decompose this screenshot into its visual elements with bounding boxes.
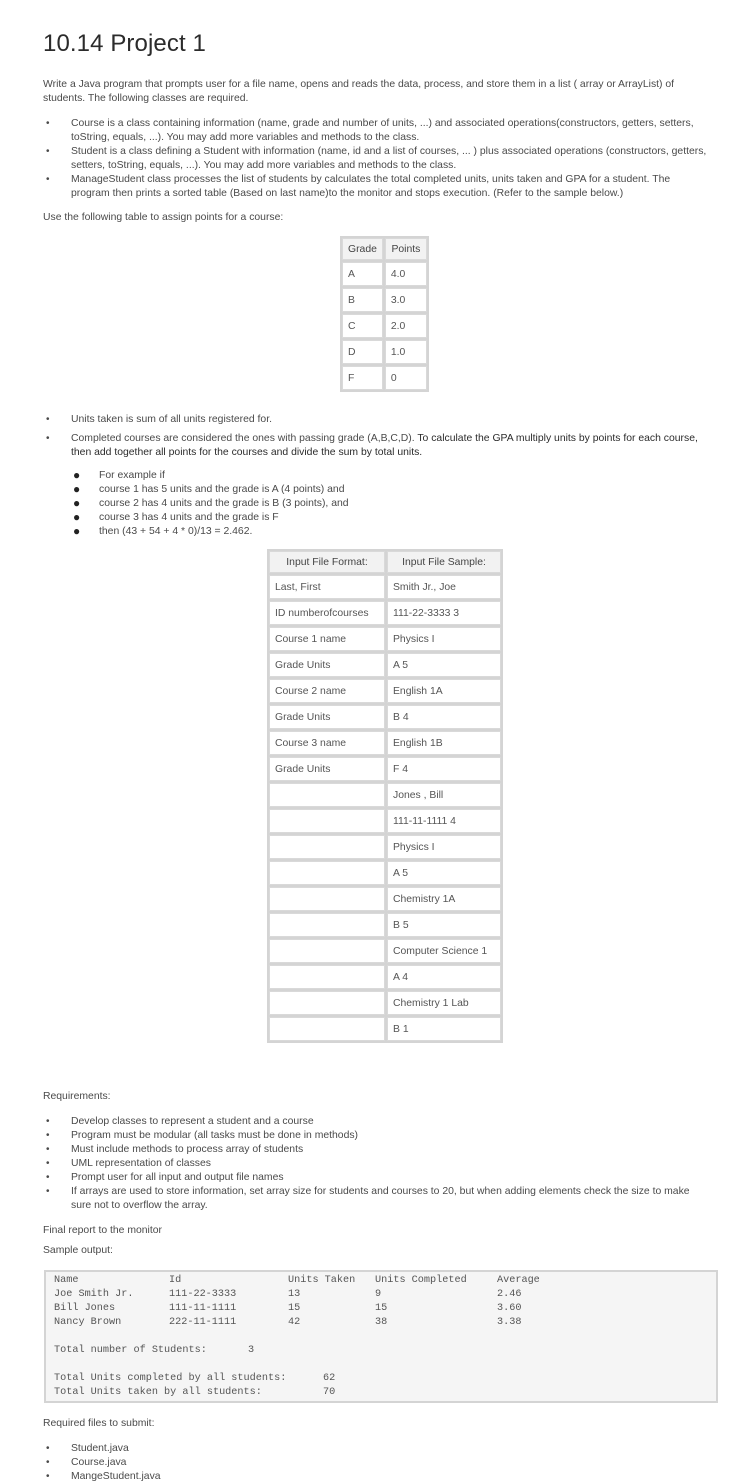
grade-header: Grade xyxy=(342,238,383,260)
points-header: Points xyxy=(385,238,427,260)
format-cell xyxy=(269,965,385,989)
format-cell: Course 3 name xyxy=(269,731,385,755)
sample-cell: B 1 xyxy=(387,1017,501,1041)
format-cell: Course 1 name xyxy=(269,627,385,651)
requirement-item: • If arrays are used to store information, set array size for students and courses to 20, but when adding elements check the size to make sure not to overflow the array. xyxy=(46,1186,690,1211)
class-item-manage-student: • ManageStudent class processes the list of students by calculates the total completed units, units taken and GPA for a student. The program then prints a sorted table (Based on last name)to the monitor and stops execution. (Refer to the sample below.) xyxy=(46,174,671,199)
grade-cell: F xyxy=(342,366,383,390)
bullet-icon: • xyxy=(46,414,50,425)
class-item-student: • Student is a class defining a Student with information (name, id and a list of courses, ... ) plus associated operations (constructors, getters, setters, toString, equals, ...). You may add more variables and methods to the class. xyxy=(46,146,707,171)
sample-cell: F 4 xyxy=(387,757,501,781)
table-row xyxy=(269,653,501,677)
bullet-icon: ● xyxy=(73,482,81,496)
grade-cell: D xyxy=(342,340,383,364)
sample-output-label: Sample output: xyxy=(43,1245,113,1256)
format-cell xyxy=(269,887,385,911)
bullet-icon: • xyxy=(46,1443,50,1454)
table-row xyxy=(269,809,501,833)
final-report-label: Final report to the monitor xyxy=(43,1225,162,1236)
total-taken-row: Total Units taken by all students: 70 xyxy=(54,1387,336,1398)
bullet-icon: • xyxy=(46,1144,50,1155)
rule-units-taken: • Units taken is sum of all units registered for. xyxy=(46,414,272,425)
output-row: Nancy Brown 222-11-1111 42 38 3.38 xyxy=(54,1317,522,1328)
table-row xyxy=(269,679,501,703)
requirement-item: • Program must be modular (all tasks must be done in methods) xyxy=(46,1130,359,1141)
requirement-item: • Must include methods to process array of students xyxy=(46,1144,304,1155)
intro-paragraph: Write a Java program that prompts user for a file name, opens and reads the data, process, and store them in a list ( array or ArrayList) of students. The following classes are required. xyxy=(43,79,675,104)
file-item: • Course.java xyxy=(46,1457,127,1468)
table-row xyxy=(269,991,501,1015)
sample-cell: 111-11-1111 4 xyxy=(387,809,501,833)
format-header: Input File Format: xyxy=(269,551,385,573)
output-row: Joe Smith Jr. 111-22-3333 13 9 2.46 xyxy=(54,1289,522,1300)
sample-cell: Computer Science 1 xyxy=(387,939,501,963)
class-item-course: • Course is a class containing information (name, grade and number of units, ...) and associated operations(constructors, getters, setters, toString, equals, ...). You may add more variables and methods to the class. xyxy=(46,118,694,143)
format-cell: ID numberofcourses xyxy=(269,601,385,625)
format-cell xyxy=(269,861,385,885)
example-line: ● course 3 has 4 units and the grade is F xyxy=(73,510,279,524)
bullet-icon: • xyxy=(46,1172,50,1183)
format-cell xyxy=(269,783,385,807)
sample-cell: A 4 xyxy=(387,965,501,989)
bullet-icon: • xyxy=(46,118,50,129)
file-item: • MangeStudent.java xyxy=(46,1471,161,1482)
format-cell: Last, First xyxy=(269,575,385,599)
files-label: Required files to submit: xyxy=(43,1418,155,1429)
points-cell: 0 xyxy=(385,366,427,390)
bullet-icon: • xyxy=(46,174,50,185)
sample-cell: B 5 xyxy=(387,913,501,937)
format-cell xyxy=(269,939,385,963)
table-row xyxy=(269,965,501,989)
bullet-icon: • xyxy=(46,1158,50,1169)
input-file-table xyxy=(267,549,503,1043)
sample-cell: Chemistry 1 Lab xyxy=(387,991,501,1015)
sample-cell: English 1B xyxy=(387,731,501,755)
grade-cell: C xyxy=(342,314,383,338)
sample-header: Input File Sample: xyxy=(387,551,501,573)
table-row xyxy=(269,601,501,625)
bullet-icon: • xyxy=(46,1116,50,1127)
sample-cell: Physics I xyxy=(387,835,501,859)
format-cell xyxy=(269,991,385,1015)
bullet-icon: • xyxy=(46,1130,50,1141)
bullet-icon: • xyxy=(46,1186,50,1197)
table-row xyxy=(269,627,501,651)
format-cell: Grade Units xyxy=(269,705,385,729)
bullet-icon: • xyxy=(46,1457,50,1468)
bullet-icon: ● xyxy=(73,524,81,538)
table-row xyxy=(269,783,501,807)
table-row xyxy=(269,731,501,755)
bullet-icon: ● xyxy=(73,496,81,510)
total-students-row: Total number of Students: 3 xyxy=(54,1345,255,1356)
points-intro: Use the following table to assign points for a course: xyxy=(43,212,284,223)
requirements-label: Requirements: xyxy=(43,1091,111,1102)
sample-cell: English 1A xyxy=(387,679,501,703)
table-row xyxy=(269,1017,501,1041)
sample-cell: Smith Jr., Joe xyxy=(387,575,501,599)
requirement-item: • Prompt user for all input and output file names xyxy=(46,1172,284,1183)
grade-points-table xyxy=(340,236,429,392)
page-title: 10.14 Project 1 xyxy=(43,30,206,57)
grade-cell: B xyxy=(342,288,383,312)
rule-completed-courses: • Completed courses are considered the ones with passing grade (A,B,C,D). To calculate the GPA multiply units by points for each course, then add together all points for the courses and divide the sum by total units. xyxy=(46,433,698,458)
format-cell xyxy=(269,809,385,833)
bullet-icon: ● xyxy=(73,468,81,482)
example-line: ● then (43 + 54 + 4 * 0)/13 = 2.462. xyxy=(73,524,253,538)
table-row xyxy=(269,575,501,599)
sample-cell: A 5 xyxy=(387,653,501,677)
points-cell: 1.0 xyxy=(385,340,427,364)
table-row xyxy=(269,757,501,781)
file-item: • Student.java xyxy=(46,1443,129,1454)
bullet-icon: • xyxy=(46,1471,50,1482)
points-cell: 4.0 xyxy=(385,262,427,286)
sample-cell: Physics I xyxy=(387,627,501,651)
format-cell xyxy=(269,913,385,937)
requirement-item: • UML representation of classes xyxy=(46,1158,211,1169)
output-header-row: Name Id Units Taken Units Completed Average xyxy=(54,1275,540,1286)
sample-cell: A 5 xyxy=(387,861,501,885)
example-line: ● course 2 has 4 units and the grade is B (3 points), and xyxy=(73,496,349,510)
format-cell xyxy=(269,1017,385,1041)
sample-cell: B 4 xyxy=(387,705,501,729)
bullet-icon: • xyxy=(46,146,50,157)
sample-cell: Jones , Bill xyxy=(387,783,501,807)
table-row xyxy=(269,861,501,885)
table-row xyxy=(269,887,501,911)
sample-cell: Chemistry 1A xyxy=(387,887,501,911)
table-row xyxy=(269,913,501,937)
table-row xyxy=(269,705,501,729)
points-cell: 2.0 xyxy=(385,314,427,338)
sample-output-block xyxy=(44,1270,718,1403)
format-cell xyxy=(269,835,385,859)
bullet-icon: ● xyxy=(73,510,81,524)
table-row xyxy=(269,939,501,963)
table-row xyxy=(269,835,501,859)
format-cell: Grade Units xyxy=(269,757,385,781)
total-completed-row: Total Units completed by all students: 62 xyxy=(54,1373,336,1384)
requirement-item: • Develop classes to represent a student and a course xyxy=(46,1116,314,1127)
sample-cell: 111-22-3333 3 xyxy=(387,601,501,625)
grade-cell: A xyxy=(342,262,383,286)
example-line: ● For example if xyxy=(73,468,165,482)
output-row: Bill Jones 111-11-1111 15 15 3.60 xyxy=(54,1303,522,1314)
points-cell: 3.0 xyxy=(385,288,427,312)
example-line: ● course 1 has 5 units and the grade is A (4 points) and xyxy=(73,482,345,496)
format-cell: Course 2 name xyxy=(269,679,385,703)
format-cell: Grade Units xyxy=(269,653,385,677)
bullet-icon: • xyxy=(46,433,50,444)
